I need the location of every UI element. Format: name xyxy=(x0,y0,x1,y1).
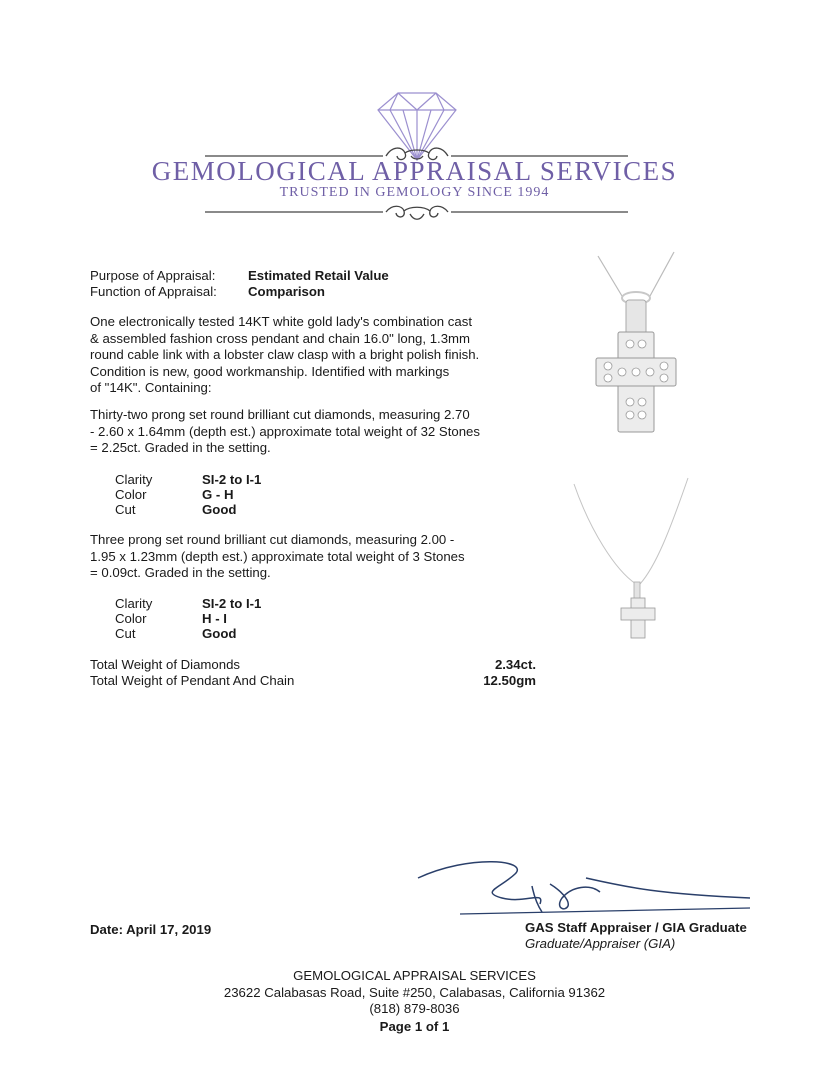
bottom-divider-ornament xyxy=(205,206,628,219)
stone-description-line: = 0.09ct. Graded in the setting. xyxy=(90,565,271,580)
grade-label: Clarity xyxy=(115,596,153,611)
description-line: Condition is new, good workmanship. Identified with markings xyxy=(90,363,450,379)
grade-label: Color xyxy=(115,487,147,502)
description-line: & assembled fashion cross pendant and chain 16.0" long, 1.3mm xyxy=(90,330,471,346)
purpose-value: Estimated Retail Value xyxy=(248,268,389,283)
description-line: One electronically tested 14KT white gold lady's combination cast xyxy=(90,314,472,329)
footer-phone: (818) 879-8036 xyxy=(369,1001,460,1016)
page-number: Page 1 of 1 xyxy=(379,1019,450,1034)
stone-description-line: Thirty-two prong set round brilliant cut diamonds, measuring 2.70 xyxy=(90,407,470,422)
stone-description-line: = 2.25ct. Graded in the setting. xyxy=(90,440,271,455)
stone-group-1-description xyxy=(90,407,510,457)
total-diamonds-value: 2.34ct. xyxy=(494,657,536,672)
appraiser-title: GAS Staff Appraiser / GIA Graduate xyxy=(525,920,747,935)
footer-address: 23622 Calabasas Road, Suite #250, Calabasas, California 91362 xyxy=(223,985,606,1000)
grade-value: SI-2 to I-1 xyxy=(202,596,262,611)
company-tagline: TRUSTED IN GEMOLOGY SINCE 1994 xyxy=(279,185,550,200)
pendant-closeup-photo xyxy=(560,250,700,440)
company-name: GEMOLOGICAL APPRAISAL SERVICES xyxy=(151,156,678,186)
total-pendant-label: Total Weight of Pendant And Chain xyxy=(90,673,295,688)
description-line: of "14K". Containing: xyxy=(90,380,212,395)
function-label: Function of Appraisal: xyxy=(90,284,217,299)
total-pendant-value: 12.50gm xyxy=(483,673,536,688)
grade-value: Good xyxy=(202,626,237,641)
function-value: Comparison xyxy=(248,284,325,299)
item-description xyxy=(90,314,510,397)
purpose-label: Purpose of Appraisal: xyxy=(90,268,216,283)
total-diamonds-label: Total Weight of Diamonds xyxy=(90,657,241,672)
pendant-with-chain-photo xyxy=(560,470,700,650)
description-line: round cable link with a lobster claw clasp with a bright polish finish. xyxy=(90,347,480,362)
letterhead-graphics xyxy=(0,0,829,240)
grade-label: Cut xyxy=(115,502,136,517)
grade-label: Cut xyxy=(115,626,136,641)
stone-description-line: Three prong set round brilliant cut diamonds, measuring 2.00 - xyxy=(90,532,455,547)
grade-value: Good xyxy=(202,502,237,517)
stone-description-line: - 2.60 x 1.64mm (depth est.) approximate total weight of 32 Stones xyxy=(90,423,480,439)
appraisal-date: Date: April 17, 2019 xyxy=(90,922,212,937)
grade-label: Color xyxy=(115,611,147,626)
stone-group-2-description xyxy=(90,532,510,582)
stone-description-line: 1.95 x 1.23mm (depth est.) approximate total weight of 3 Stones xyxy=(90,548,465,564)
appraiser-signature xyxy=(410,850,760,920)
grade-value: H - I xyxy=(202,611,227,626)
letterhead xyxy=(0,0,829,240)
grade-value: SI-2 to I-1 xyxy=(202,472,262,487)
grade-label: Clarity xyxy=(115,472,153,487)
appraiser-credential: Graduate/Appraiser (GIA) xyxy=(525,936,676,951)
footer-company: GEMOLOGICAL APPRAISAL SERVICES xyxy=(293,968,536,983)
grade-value: G - H xyxy=(202,487,234,502)
